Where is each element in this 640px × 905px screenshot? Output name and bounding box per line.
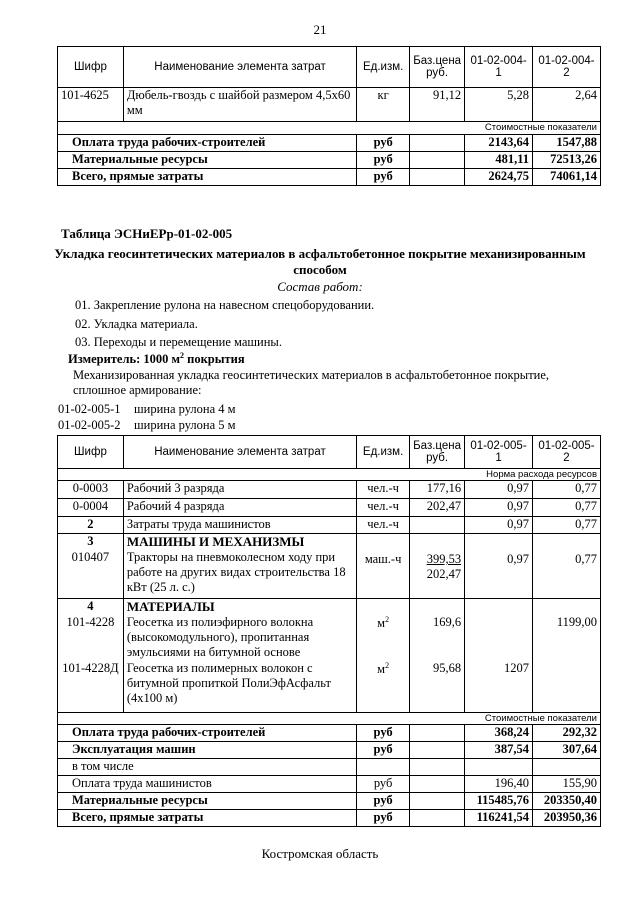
- row-v1: 5,28: [465, 88, 533, 122]
- work-step: 02. Укладка материала.: [75, 317, 198, 331]
- footer-region: Костромская область: [261, 846, 379, 861]
- table-title: Таблица ЭСНиЕРр-01-02-005: [61, 226, 233, 241]
- header-price: Баз.цена руб.: [410, 47, 465, 88]
- header-col2: 01-02-005-2: [533, 436, 601, 469]
- section-row: 4 МАТЕРИАЛЫ: [58, 598, 601, 615]
- summary-row: Материальные ресурсы руб 115485,76 203350,40: [58, 793, 601, 810]
- row-v2: 2,64: [533, 88, 601, 122]
- summary-row: Оплата труда машинистов руб 196,40 155,90: [58, 776, 601, 793]
- description-line2: сплошное армирование:: [73, 383, 202, 397]
- summary-row: Материальные ресурсы руб 481,11 72513,26: [58, 152, 601, 169]
- header-unit: Ед.изм.: [357, 47, 410, 88]
- summary-row: Оплата труда рабочих-строителей руб 368,24 292,32: [58, 725, 601, 742]
- variant-code: 01-02-005-2: [58, 418, 121, 432]
- cost-table-005: [57, 435, 601, 827]
- header-col1: 01-02-004-1: [465, 47, 533, 88]
- header-col1: 01-02-005-1: [465, 436, 533, 469]
- work-step: 03. Переходы и перемещение машины.: [75, 335, 282, 349]
- summary-row: Всего, прямые затраты руб 2624,75 74061,14: [58, 169, 601, 186]
- summary-row: Оплата труда рабочих-строителей руб 2143,64 1547,88: [58, 135, 601, 152]
- description-line1: Механизированная укладка геосинтетических материалов в асфальтобетонное покрытие,: [73, 368, 550, 382]
- summary-row: Всего, прямые затраты руб 116241,54 203950,36: [58, 810, 601, 827]
- row-code: 101-4625: [58, 88, 124, 122]
- header-col2: 01-02-004-2: [533, 47, 601, 88]
- section-row: 3 МАШИНЫ И МЕХАНИЗМЫ: [58, 534, 601, 551]
- section-title-line2: способом: [293, 262, 347, 277]
- table-row: 2 Затраты труда машинистов чел.-ч 0,97 0,77: [58, 517, 601, 534]
- summary-row: в том числе: [58, 759, 601, 776]
- header-code: Шифр: [58, 47, 124, 88]
- norm-caption: Норма расхода ресурсов: [58, 469, 601, 481]
- header-name: Наименование элемента затрат: [123, 47, 356, 88]
- table-row: 0-0004 Рабочий 4 разряда чел.-ч 202,47 0,97 0,77: [58, 499, 601, 517]
- table-row: [58, 88, 601, 122]
- cost-table-004: [57, 46, 601, 186]
- table-row: 010407 Тракторы на пневмоколесном ходу при работе на других видах строительства 18 кВт (25 л. с.) маш.-ч 399,53 202,47 0,97 0,77: [58, 550, 601, 598]
- composition-title: Состав работ:: [277, 279, 363, 294]
- page-number: 21: [313, 22, 327, 37]
- header-name: Наименование элемента затрат: [123, 436, 356, 469]
- variant-text: ширина рулона 5 м: [134, 418, 236, 432]
- table-row: 0-0003 Рабочий 3 разряда чел.-ч 177,16 0,97 0,77: [58, 481, 601, 499]
- variant-code: 01-02-005-1: [58, 402, 121, 416]
- cost-caption: Стоимостные показатели: [58, 713, 601, 725]
- measure-unit: Измеритель: 1000 $м^2$ покрытия: [68, 351, 245, 367]
- header-price: Баз.цена руб.: [410, 436, 465, 469]
- row-price: 91,12: [410, 88, 465, 122]
- section-title-line1: Укладка геосинтетических материалов в асфальтобетонное покрытие механизированным: [54, 246, 586, 261]
- work-step: 01. Закрепление рулона на навесном спецоборудовании.: [75, 298, 375, 312]
- header-unit: Ед.изм.: [357, 436, 410, 469]
- summary-row: Эксплуатация машин руб 387,54 307,64: [58, 742, 601, 759]
- cost-caption: Стоимостные показатели: [58, 122, 601, 135]
- table-row: 101-4228Д Геосетка из полимерных волокон с битумной пропиткой ПолиЭфАсфальт (4х100 м) $м^2$ 95,68 1207: [58, 661, 601, 713]
- table-row: 101-4228 Геосетка из полиэфирного волокна (высокомодульного), пропитанная эмульсиями на битумной основе $м^2$ 169,6 1199,00: [58, 615, 601, 661]
- header-code: Шифр: [58, 436, 124, 469]
- row-name: Дюбель-гвоздь с шайбой размером 4,5х60 мм: [123, 88, 356, 122]
- row-unit: кг: [357, 88, 410, 122]
- variant-text: ширина рулона 4 м: [134, 402, 236, 416]
